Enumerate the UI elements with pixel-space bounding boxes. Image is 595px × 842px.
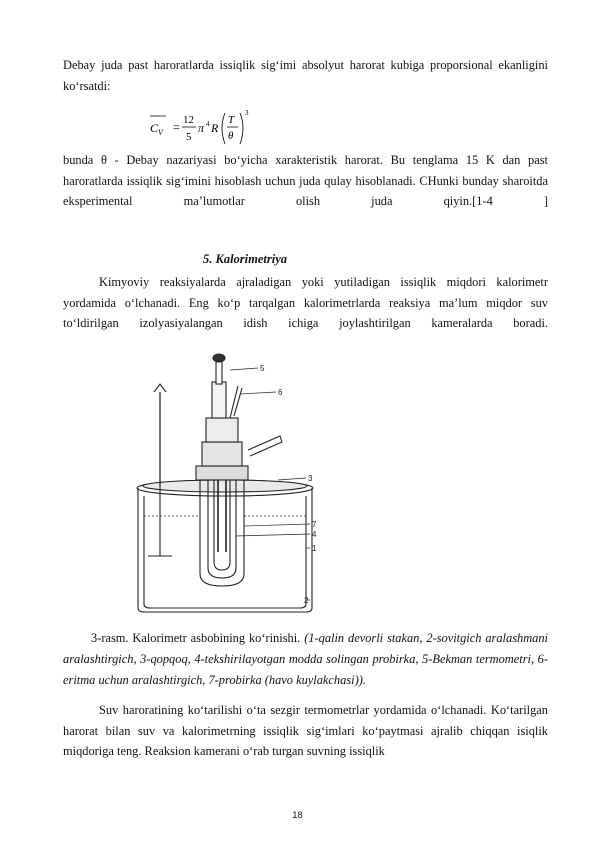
paragraph-water-temperature: Suv haroratining ko‘tarilishi o‘ta sezgir termometrlar yordamida o‘lchanadi. Ko‘tarilgan harorat bilan suv va kalorimetrning issiqlik sig‘imlari ko‘paytmasi ajralib chiqqan isiqlik miqdoriga teng. Reaksion kamerani o‘rab turgan suvning issiqlik bbox=[63, 703, 548, 758]
formula-pi: π bbox=[198, 121, 205, 135]
stirrer-handle bbox=[154, 384, 166, 392]
figure-label-7: 7 bbox=[312, 520, 317, 529]
thermometer-body bbox=[212, 382, 226, 418]
leader-6 bbox=[240, 392, 276, 394]
leader-3 bbox=[278, 478, 306, 480]
formula-equals: = bbox=[173, 120, 180, 134]
formula-r: R bbox=[211, 121, 219, 135]
side-tube bbox=[248, 436, 282, 456]
calorimeter-figure bbox=[130, 346, 325, 618]
caption-title: 3-rasm. Kalorimetr asbobining ko‘rinishi. bbox=[91, 631, 301, 645]
section-heading-calorimetry: 5. Kalorimetriya bbox=[203, 252, 288, 266]
leader-5 bbox=[230, 368, 258, 370]
paragraph-calorimetry-intro: Kimyoviy reaksiyalarda ajraladigan yoki yutiladigan issiqlik miqdori kalorimetr yordamida o‘lchanadi. Eng ko‘p tarqalgan kalorimetrlarda reaksiya ma’lum miqdor suv to‘ldirilgan izolyasiyalangan idish ichiga joylashtirilgan kameralarda boradi. bbox=[63, 275, 548, 330]
paragraph-debay-explanation: bunda θ - Debay nazariyasi bo‘yicha xarakteristik harorat. Bu tenglama 15 K dan past haroratlarda issiqlik sig‘imini hisoblash uchun juda qulay hisoblanadi. CHunki bunday sharoitda eksperimental ma’lumotlar olish juda qiyin.[1-4 ] bbox=[63, 153, 548, 208]
formula-right-paren bbox=[240, 113, 243, 144]
figure-label-5: 5 bbox=[260, 364, 265, 373]
figure-label-3: 3 bbox=[308, 474, 313, 483]
solution-stirrer bbox=[230, 386, 238, 418]
figure-label-4: 4 bbox=[312, 530, 317, 539]
formula-numerator: 12 bbox=[183, 114, 194, 126]
caption-legend: (1-qalin devorli stakan, 2-sovitgich aralashmani aralashtirgich, 3-qopqoq, 4-tekshirilayotgan modda solingan probirka, 5-Bekman termometri, 6-eritma uchun aralashtirgich, 7-probirka (havo kuylakchasi)). bbox=[63, 631, 548, 687]
figure-label-2: 2 bbox=[304, 596, 309, 605]
collar bbox=[196, 466, 248, 480]
formula-denominator: 5 bbox=[186, 131, 192, 143]
formula-cube-exponent: 3 bbox=[245, 109, 249, 117]
beckmann-thermometer bbox=[216, 360, 222, 384]
sample-tube bbox=[208, 480, 236, 578]
formula-theta: θ bbox=[228, 130, 234, 142]
figure-label-1: 1 bbox=[312, 544, 317, 553]
formula-t: T bbox=[228, 114, 235, 126]
formula-sub-v: V bbox=[158, 128, 163, 137]
figure-label-6: 6 bbox=[278, 388, 283, 397]
figure-caption bbox=[63, 628, 548, 691]
formula-pi-exponent: 4 bbox=[206, 120, 210, 128]
thermometer-top bbox=[213, 354, 225, 362]
formula-c: C bbox=[150, 121, 159, 135]
lid bbox=[143, 480, 307, 492]
leader-7 bbox=[244, 524, 310, 526]
page-number: 18 bbox=[292, 810, 303, 821]
paragraph-debay-intro: Debay juda past haroratlarda issiqlik sig‘imi absolyut harorat kubiga proporsional ekanligini ko‘rsatdi: bbox=[63, 58, 548, 93]
debay-formula bbox=[148, 108, 258, 150]
leader-4 bbox=[236, 534, 310, 536]
outer-beaker bbox=[138, 488, 312, 612]
formula-left-paren bbox=[222, 113, 225, 144]
